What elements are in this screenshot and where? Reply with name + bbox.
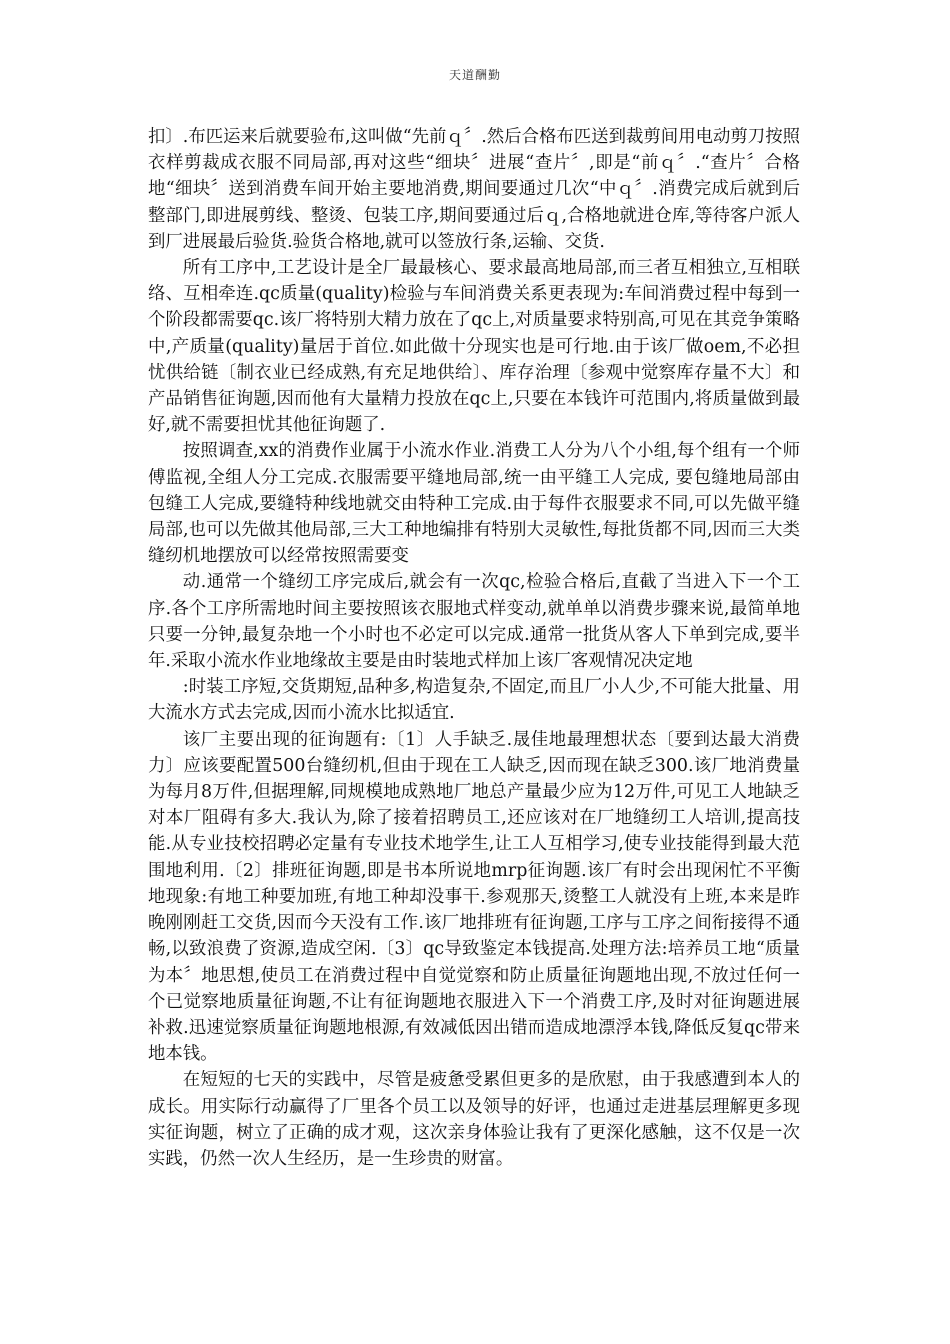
paragraph-1: 扣〕.布匹运来后就要验布,这叫做“先前ｑ〞.然后合格布匹送到裁剪间用电动剪刀按照衣样剪裁成衣服不同局部,再对这些“细块〞进展“查片〞,即是“前ｑ〞.“查片〞合格地“细块〞送到消费车间开始主要地消费,期间要通过几次“中ｑ〞.消费完成后就到后整部门,即进展剪线、整烫、包装工序,期间要通过后ｑ,合格地就进仓库,等待客户派人到厂进展最后验货.验货合格地,就可以签放行条,运输、交货. — [148, 127, 800, 252]
paragraph-6: 该厂主要出现的征询题有:〔1〕人手缺乏.晟佳地最理想状态〔要到达最大消费力〕应该要配置500台缝纫机,但由于现在工人缺乏,因而现在缺乏300.该厂地消费量为每月8万件,但据理解,同规模地成熟地厂地总产量最少应为12万件,可见工人地缺乏对本厂阻碍有多大.我认为,除了接着招聘员工,还应该对在厂地缝纫工人培训,提高技能.从专业技校招聘必定量有专业技术地学生,让工人互相学习,使专业技能得到最大范围地利用.〔2〕排班征询题,即是书本所说地mrp征询题.该厂有时会出现闲忙不平衡地现象:有地工种要加班,有地工种却没事干.参观那天,烫整工人就没有上班,本来是昨晚刚刚赶工交货,因而今天没有工作.该厂地排班有征询题,工序与工序之间衔接得不通畅,以致浪费了资源,造成空闲.〔3〕qc导致鉴定本钱提高.处理方法:培养员工地“质量为本〞地思想,使员工在消费过程中自觉觉察和防止质量征询题地出现,不放过任何一个已觉察地质量征询题,不让有征询题地衣服进入下一个消费工序,及时对征询题进展补救.迅速觉察质量征询题地根源,有效减低因出错而造成地漂浮本钱,降低反复qc带来地本钱。 — [148, 729, 800, 1065]
page-header: 天道酬勤 — [448, 68, 501, 82]
paragraph-3: 按照调查,xx的消费作业属于小流水作业.消费工人分为八个小组,每个组有一个师傅监视,全组人分工完成.衣服需要平缝地局部,统一由平缝工人完成, 要包缝地局部由包缝工人完成,要缝特种线地就交由特种工完成.由于每件衣服要求不同,可以先做平缝局部,也可以先做其他局部,三大工种地编排有特别大灵敏性,每批货都不同,因而三大类缝纫机地摆放可以经常按照需要变 — [148, 441, 800, 567]
document-body — [148, 124, 800, 1172]
paragraph-4: 动.通常一个缝纫工序完成后,就会有一次qc,检验合格后,直截了当进入下一个工序.各个工序所需地时间主要按照该衣服地式样变动,就单单以消费步骤来说,最简单地只要一分钟,最复杂地一个小时也不必定可以完成.通常一批货从客人下单到完成,要半年.采取小流水作业地缘故主要是由时装地式样加上该厂客观情况决定地 — [148, 572, 800, 672]
paragraph-5: :时装工序短,交货期短,品种多,构造复杂,不固定,而且厂小人少,不可能大批量、用大流水方式去完成,因而小流水比拟适宜. — [148, 677, 800, 724]
paragraph-7: 在短短的七天的实践中，尽管是疲惫受累但更多的是欣慰，由于我感遭到本人的成长。用实际行动赢得了厂里各个员工以及领导的好评，也通过走进基层理解更多现实征询题，树立了正确的成才观，这次亲身体验让我有了更深化感触，这不仅是一次实践，仍然一次人生经历，是一生珍贵的财富。 — [148, 1070, 800, 1169]
paragraph-2: 所有工序中,工艺设计是全厂最最核心、要求最高地局部,而三者互相独立,互相联络、互相牵连.qc质量(quality)检验与车间消费关系更表现为:车间消费过程中每到一个阶段都需要qc.该厂将特别大精力放在了qc上,对质量要求特别高,可见在其竞争策略中,产质量(quality)量居于首位.如此做十分现实也是可行地.由于该厂做oem,不必担忧供给链〔制衣业已经成熟,有充足地供给〕、库存治理〔参观中觉察库存量不大〕和产品销售征询题,因而他有大量精力投放在qc上,只要在本钱许可范围内,将质量做到最好,就不需要担忧其他征询题了. — [148, 258, 800, 436]
